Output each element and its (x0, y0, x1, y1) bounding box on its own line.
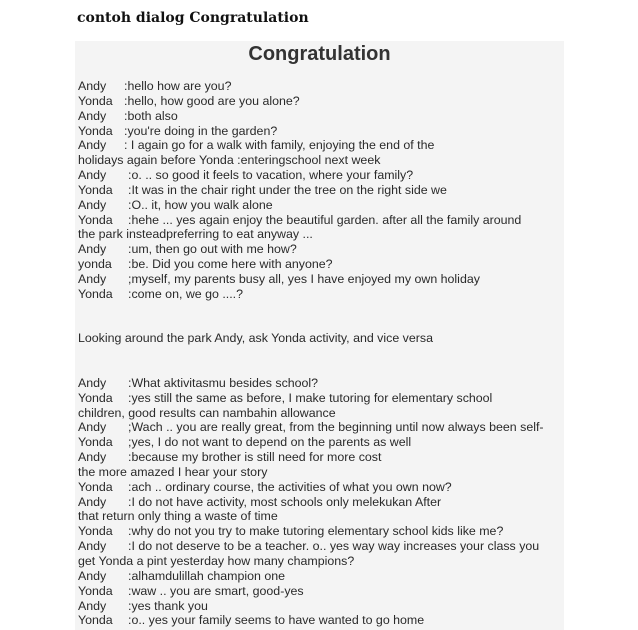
dialog-text: ;myself, my parents busy all, yes I have enjoyed my own holiday (128, 271, 480, 286)
dialog-line (78, 213, 562, 228)
document-page (75, 41, 564, 630)
dialog-text: :alhamdulillah champion one (128, 568, 286, 583)
speaker-name: Yonda (78, 435, 113, 450)
dialog-text: :o.. yes your family seems to have wanted to go home (128, 613, 425, 628)
dialog-text: :um, then go out with me how? (128, 242, 297, 257)
dialog-line (78, 346, 562, 361)
page-heading: Congratulation (248, 43, 391, 65)
dialog-text: holidays again before Yonda :enteringschool next week (78, 153, 381, 168)
dialog-text: that return only thing a waste of time (78, 509, 278, 524)
dialog-text: :yes thank you (128, 598, 208, 613)
dialog-text: :I do not deserve to be a teacher. o.. yes way way increases your class you (128, 539, 540, 554)
dialog-line (78, 480, 562, 495)
dialog-text: ;yes, I do not want to depend on the parents as well (128, 435, 412, 450)
dialog-line (78, 435, 562, 450)
speaker-name: Yonda (78, 524, 113, 539)
dialog-line (78, 153, 562, 168)
dialog-text: the more amazed I hear your story (78, 464, 268, 479)
dialog-text: :be. Did you come here with anyone? (128, 257, 333, 272)
dialog-text: get Yonda a pint yesterday how many champions? (78, 554, 355, 568)
document-title: contoh dialog Congratulation (77, 10, 309, 26)
dialog-line (78, 569, 562, 584)
dialog-line (78, 109, 562, 124)
speaker-name: Andy (78, 450, 107, 465)
dialog-text: :I do not have activity, most schools only melekukan After (128, 494, 442, 509)
dialog-text: :O.. it, how you walk alone (128, 197, 273, 212)
dialog-line (78, 124, 562, 139)
speaker-name: Andy (78, 197, 107, 212)
dialog-text: : I again go for a walk with family, enjoying the end of the (124, 138, 435, 153)
dialog-line (78, 79, 562, 94)
speaker-name: Yonda (78, 390, 113, 405)
speaker-name: Andy (78, 375, 107, 390)
dialog-line (78, 584, 562, 599)
dialog-text: :What aktivitasmu besides school? (128, 375, 319, 390)
speaker-name: Andy (78, 271, 107, 286)
dialog-text: :ach .. ordinary course, the activities of what you own now? (128, 479, 452, 494)
dialog-line (78, 287, 562, 302)
dialog-text: :why do not you try to make tutoring elementary school kids like me? (128, 524, 504, 539)
dialog-line (78, 524, 562, 539)
speaker-name: Andy (78, 568, 107, 583)
dialog-line (78, 495, 562, 510)
dialog-text: :hello how are you? (124, 79, 232, 93)
dialog-line (78, 257, 562, 272)
dialog-line (78, 331, 562, 346)
speaker-name: Yonda (78, 93, 113, 108)
dialog-line (78, 272, 562, 287)
dialog-text: :It was in the chair right under the tree on the right side we (128, 182, 447, 197)
dialog-line (78, 420, 562, 435)
dialog-lines (78, 79, 562, 628)
speaker-name: Andy (78, 598, 107, 613)
dialog-line (78, 198, 562, 213)
dialog-text: :both also (124, 108, 178, 123)
dialog-text: Looking around the park Andy, ask Yonda activity, and vice versa (78, 331, 433, 346)
speaker-name: Yonda (78, 123, 113, 138)
speaker-name: Andy (78, 242, 107, 257)
dialog-line (78, 450, 562, 465)
speaker-name: Yonda (78, 212, 113, 227)
dialog-text: children, good results can nambahin allowance (78, 405, 336, 420)
dialog-line (78, 94, 562, 109)
dialog-text: :hehe ... yes again enjoy the beautiful garden. after all the family around (128, 212, 522, 227)
dialog-line (78, 168, 562, 183)
dialog-text: :yes still the same as before, I make tutoring for elementary school (128, 390, 493, 405)
speaker-name: Yonda (78, 613, 113, 628)
dialog-text: :waw .. you are smart, good-yes (128, 583, 304, 598)
dialog-line (78, 242, 562, 257)
dialog-text: ;Wach .. you are really great, from the beginning until now always been self- (128, 420, 544, 435)
speaker-name: Yonda (78, 479, 113, 494)
speaker-name: Yonda (78, 583, 113, 598)
dialog-line (78, 317, 562, 332)
dialog-line (78, 302, 562, 317)
speaker-name: Yonda (78, 286, 113, 301)
dialog-line (78, 599, 562, 614)
speaker-name: Andy (78, 79, 107, 93)
dialog-line (78, 465, 562, 480)
dialog-line (78, 138, 562, 153)
dialog-line (78, 539, 562, 554)
dialog-line (78, 406, 562, 421)
dialog-line (78, 613, 562, 628)
speaker-name: Andy (78, 138, 107, 153)
speaker-name: Andy (78, 168, 107, 183)
speaker-name: Andy (78, 539, 107, 554)
dialog-text: the park insteadpreferring to eat anyway ... (78, 227, 313, 242)
dialog-text: :come on, we go ....? (128, 286, 244, 301)
speaker-name: Andy (78, 108, 107, 123)
dialog-text: :because my brother is still need for more cost (128, 450, 382, 465)
speaker-name: Andy (78, 494, 107, 509)
dialog-line (78, 554, 562, 569)
dialog-line (78, 183, 562, 198)
dialog-text: :you're doing in the garden? (124, 123, 278, 138)
speaker-name: Andy (78, 420, 107, 435)
dialog-line (78, 227, 562, 242)
dialog-text: :o. .. so good it feels to vacation, where your family? (128, 168, 414, 183)
speaker-name: Yonda (78, 182, 113, 197)
dialog-line (78, 509, 562, 524)
dialog-line (78, 376, 562, 391)
speaker-name: yonda (78, 257, 112, 272)
dialog-line (78, 361, 562, 376)
dialog-line (78, 391, 562, 406)
dialog-text: :hello, how good are you alone? (124, 93, 300, 108)
